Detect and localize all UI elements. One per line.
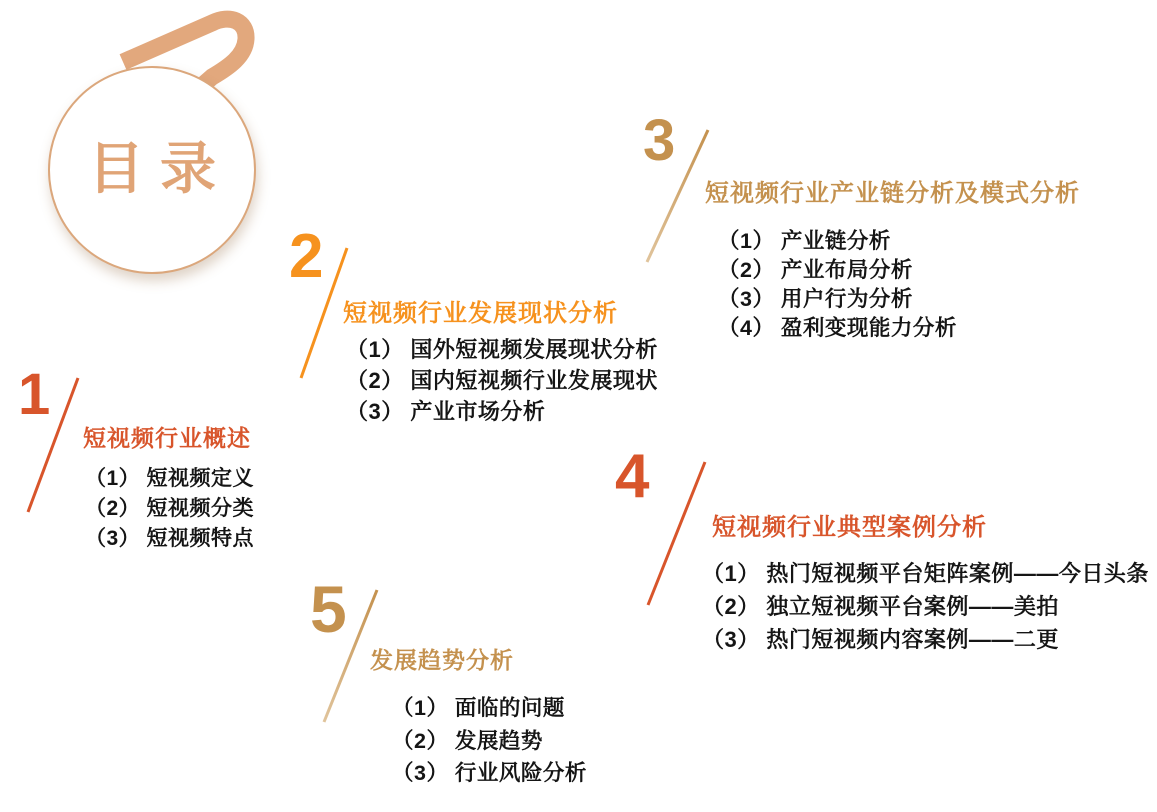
section-items [392, 692, 587, 790]
toc-item: （3） 用户行为分析 [718, 287, 913, 311]
section-title: 短视频行业典型案例分析 [712, 514, 987, 541]
toc-item: （4） 盈利变现能力分析 [718, 316, 957, 340]
toc-item: （1） 短视频定义 [85, 467, 255, 490]
toc-item: （1） 产业链分析 [718, 229, 891, 253]
toc-item: （3） 产业市场分析 [346, 399, 546, 424]
section-title: 短视频行业发展现状分析 [343, 300, 618, 327]
toc-item: （3） 行业风险分析 [392, 761, 587, 785]
toc-item: （2） 独立短视频平台案例——美拍 [702, 594, 1059, 619]
toc-item: （2） 发展趋势 [392, 728, 543, 753]
section-number: 2 [289, 222, 324, 291]
toc-item: （1） 热门短视频平台矩阵案例——今日头条 [702, 561, 1149, 586]
toc-item: （2） 国内短视频行业发展现状 [346, 368, 658, 393]
toc-item: （1） 国外短视频发展现状分析 [346, 337, 658, 362]
toc-item: （3） 短视频特点 [85, 527, 255, 550]
section-title: 短视频行业产业链分析及模式分析 [705, 180, 1080, 207]
section-title: 短视频行业概述 [83, 425, 251, 451]
section-number: 3 [643, 108, 676, 173]
toc-item: （1） 面临的问题 [392, 696, 565, 720]
section-number: 1 [18, 362, 51, 427]
section-number: 4 [615, 442, 650, 511]
toc-item: （2） 产业布局分析 [718, 258, 913, 282]
toc-item: （2） 短视频分类 [85, 497, 255, 520]
section-number: 5 [310, 572, 347, 646]
section-title: 发展趋势分析 [370, 647, 514, 673]
toc-item: （3） 热门短视频内容案例——二更 [702, 627, 1059, 652]
toc-badge-label: 目录 [88, 139, 232, 201]
